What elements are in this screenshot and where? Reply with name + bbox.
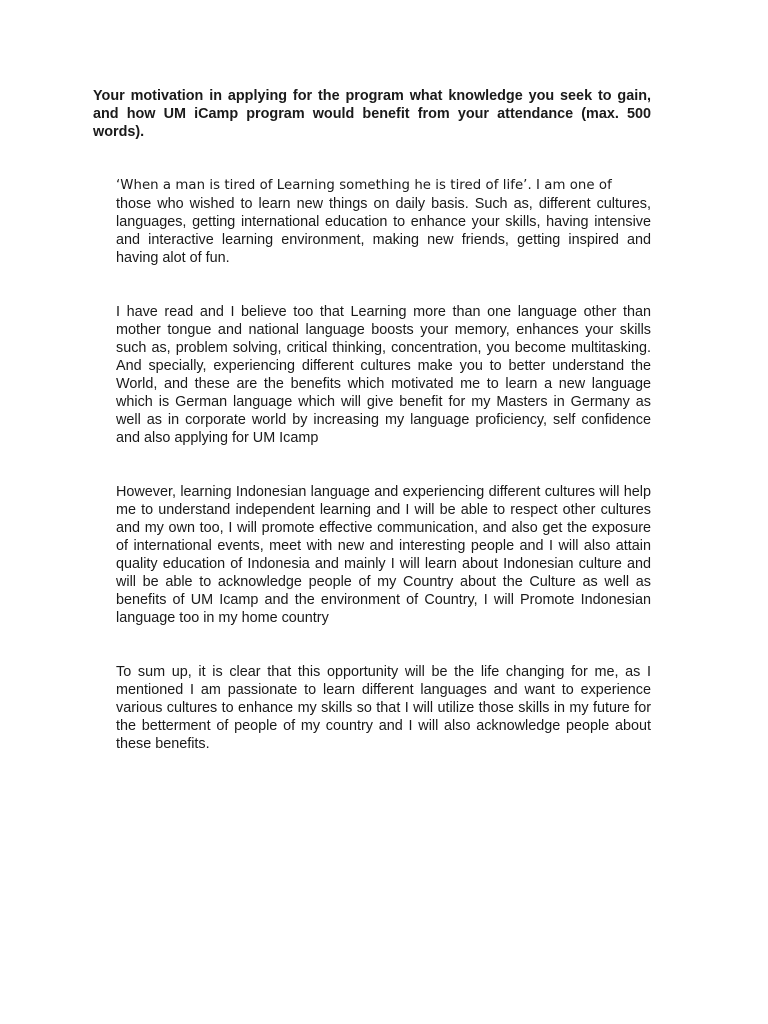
essay-prompt-heading: Your motivation in applying for the program what knowledge you seek to gain, and how UM iCamp program would benefit from your attendance (max. 500 words). xyxy=(93,88,651,140)
paragraph-2: I have read and I believe too that Learning more than one language other than mother tongue and national language boosts your memory, enhances your skills such as, problem solving, critical thinking, concentration, you become multitasking. And specially, experiencing different cultures make you to better understand the World, and these are the benefits which motivated me to learn a new language which is German language which will give benefit for my Masters in Germany as well as in corporate world by increasing my language proficiency, self confidence and also applying for UM Icamp xyxy=(116,304,651,446)
paragraph-1 xyxy=(116,176,651,267)
paragraph-3: However, learning Indonesian language and experiencing different cultures will help me to understand independent learning and I will be able to respect other cultures and my own too, I will promote effective communication, and also get the exposure of international events, meet with new and interesting people and I will also attain quality education of Indonesia and mainly I will learn about Indonesian culture and will be able to acknowledge people of my Country about the Culture as well as benefits of UM Icamp and the environment of Country, I will Promote Indonesian language too in my home country xyxy=(116,484,651,626)
paragraph-1-text: those who wished to learn new things on daily basis. Such as, different cultures, languages, getting international education to enhance your skills, having intensive and interactive learning environment, making new friends, getting inspired and having alot of fun. xyxy=(116,196,651,266)
paragraph-4: To sum up, it is clear that this opportunity will be the life changing for me, as I mentioned I am passionate to learn different languages and want to experience various cultures to enhance my skills so that I will utilize those skills in my future for the betterment of people of my country and I will also acknowledge people about these benefits. xyxy=(116,664,651,752)
opening-quote-line: ‘When a man is tired of Learning something he is tired of life’. I am one of xyxy=(116,178,612,193)
essay-body xyxy=(116,176,651,753)
